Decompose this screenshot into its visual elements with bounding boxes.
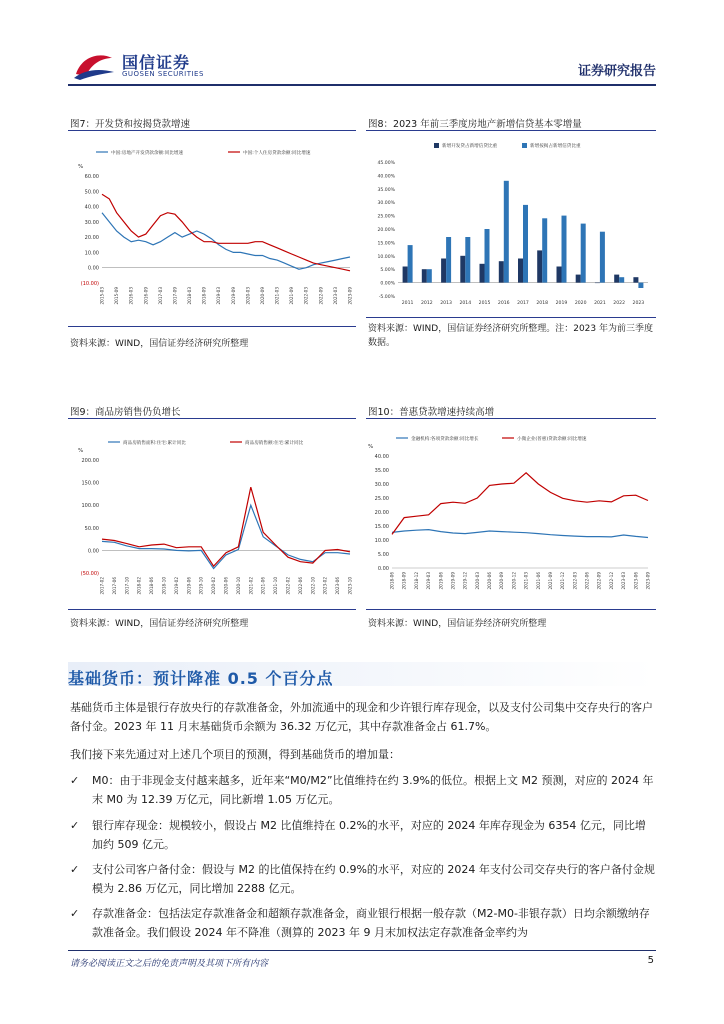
fig8-bottom-rule: [366, 317, 656, 318]
bar-2: [504, 181, 509, 283]
x-tick-label: 2022-12: [608, 572, 614, 590]
x-tick-label: 2021-10: [273, 577, 279, 595]
fig8-title: 图8：2023 年前三季度房地产新增信贷基本零增量: [368, 119, 582, 130]
footer-disclaimer: 请务必阅读正文之后的免责声明及其项下所有内容: [70, 959, 269, 969]
y-tick-label: 40.00%: [377, 174, 395, 180]
y-tick-label: 40.00: [374, 454, 389, 460]
x-tick-label: 2019: [555, 301, 568, 306]
series-line-1: [392, 530, 648, 538]
x-tick-label: 2019-09: [450, 572, 456, 590]
fig10-title: 图10：普惠贷款增速持续高增: [368, 407, 495, 418]
x-tick-label: 2019-06: [438, 572, 444, 590]
bar-1: [595, 283, 600, 284]
y-tick-label: 5.00%: [380, 268, 395, 274]
x-tick-label: 2020-06: [223, 577, 229, 595]
y-tick-label: 10.00: [84, 250, 99, 257]
bullet-text: 支付公司客户备付金：假设与 M2 的比值保持在约 0.9%的水平，对应的 2024 年支付公司交存央行的客户备付金规模为 2.86 万亿元，同比增加 2288 亿元。: [92, 863, 655, 895]
footer-divider: [68, 950, 656, 951]
legend-label: 中国:个人住房贷款余额:同比增速: [243, 151, 311, 156]
bar-1: [537, 250, 542, 282]
x-tick-label: 2017: [517, 301, 529, 306]
fig10-rule: [366, 418, 656, 419]
legend-label: 中国:房地产开发贷款余额:同比增速: [111, 151, 184, 156]
y-tick-label: 30.00: [374, 482, 389, 488]
fig8-source: 资料来源：WIND，国信证券经济研究所整理。注：2023 年为前三季度数据。: [368, 324, 653, 348]
legend-label: 金融机构:各项贷款余额:同比增长: [411, 437, 479, 442]
y-tick-label: 45.00%: [377, 161, 395, 166]
y-tick-label: 35.00: [374, 468, 389, 474]
x-tick-label: 2018-12: [413, 572, 419, 590]
y-tick-label: 5.00: [377, 552, 389, 558]
x-tick-label: 2017-09: [172, 287, 178, 305]
y-unit-label: %: [368, 444, 374, 450]
check-icon: ✓: [70, 863, 80, 876]
y-tick-label: 0.00%: [380, 281, 395, 287]
y-unit-label: %: [78, 448, 84, 454]
x-tick-label: 2019-12: [462, 572, 468, 590]
x-tick-label: 2023-09: [645, 572, 651, 590]
x-tick-label: 2023-06: [633, 572, 639, 590]
y-tick-label: 35.00%: [377, 187, 395, 193]
legend-label: 商品房销售额:住宅:累计同比: [245, 441, 304, 446]
y-tick-label: 0.00: [87, 548, 99, 555]
bar-1: [441, 259, 446, 283]
x-tick-label: 2016-09: [143, 287, 149, 305]
fig10-chart: [366, 422, 656, 606]
bar-1: [422, 269, 427, 282]
x-tick-label: 2021-09: [289, 287, 295, 305]
logo-mark-icon: [70, 48, 116, 82]
x-tick-label: 2021-02: [248, 577, 254, 595]
y-tick-label: 20.00: [84, 235, 99, 242]
x-tick-label: 2018-10: [161, 577, 167, 595]
y-tick-label: 100.00: [81, 503, 99, 510]
x-tick-label: 2013: [440, 301, 452, 306]
x-tick-label: 2021-06: [535, 572, 541, 590]
bar-2: [408, 245, 413, 283]
y-tick-label: 25.00: [374, 496, 389, 502]
bar-1: [518, 259, 523, 283]
x-tick-label: 2019-02: [173, 577, 179, 595]
x-tick-label: 2018-03: [187, 287, 193, 305]
x-tick-label: 2020: [574, 301, 587, 306]
x-tick-label: 2018-09: [201, 287, 207, 305]
x-tick-label: 2021-03: [274, 287, 280, 305]
x-tick-label: 2022-06: [297, 577, 303, 595]
paragraph-base-money: 基础货币主体是银行存放央行的存款准备金，外加流通中的现金和少许银行库存现金，以及支付公司集中交存央行的客户备付金。2023 年 11 月末基础货币余额为 36.32 万亿元，其中存款准备金占 61.7%。: [70, 701, 653, 733]
bar-2: [638, 283, 643, 288]
x-tick-label: 2018-06: [389, 572, 395, 590]
x-tick-label: 2015-03: [99, 287, 105, 305]
x-tick-label: 2019-06: [186, 577, 192, 595]
x-tick-label: 2022-10: [310, 577, 316, 595]
logo-text-en: GUOSEN SECURITIES: [122, 70, 204, 78]
y-tick-label: 15.00%: [377, 241, 395, 247]
x-tick-label: 2022-09: [596, 572, 602, 590]
x-tick-label: 2022-02: [285, 577, 291, 595]
check-icon: ✓: [70, 819, 80, 832]
x-tick-label: 2023-09: [347, 287, 353, 305]
report-type-label: 证券研究报告: [577, 64, 656, 79]
bar-2: [465, 237, 470, 283]
bar-1: [499, 261, 504, 282]
x-tick-label: 2019-09: [230, 287, 236, 305]
y-tick-label: (50.00): [80, 571, 99, 577]
fig7-chart: [68, 134, 358, 324]
bar-2: [542, 218, 547, 282]
header-divider: [68, 84, 656, 86]
y-tick-label: 20.00: [374, 510, 389, 516]
y-tick-label: 60.00: [84, 174, 99, 180]
y-tick-label: 15.00: [374, 524, 389, 530]
y-tick-label: -5.00%: [378, 295, 395, 300]
x-tick-label: 2014: [459, 301, 472, 306]
x-tick-label: 2023-10: [347, 577, 353, 595]
bar-1: [557, 267, 562, 283]
x-tick-label: 2018-06: [149, 577, 155, 595]
logo-text-cn: 国信证券: [122, 53, 191, 72]
fig8-rule: [366, 130, 656, 131]
y-tick-label: 30.00%: [377, 201, 395, 207]
bar-1: [576, 275, 581, 283]
paragraph-intro: 我们接下来先通过对上述几个项目的预测，得到基础货币的增加量：: [70, 748, 400, 761]
fig7-rule: [68, 130, 356, 131]
x-tick-label: 2016: [497, 301, 510, 306]
x-tick-label: 2022-03: [572, 572, 578, 590]
legend-swatch: [434, 143, 439, 148]
fig10-bottom-rule: [366, 609, 656, 610]
y-tick-label: 25.00%: [377, 214, 395, 220]
check-icon: ✓: [70, 774, 80, 787]
x-tick-label: 2021: [594, 301, 606, 306]
legend-label: 商品房销售面积:住宅:累计同比: [123, 441, 186, 446]
series-line-1: [102, 213, 350, 270]
fig7-source: 资料来源：WIND，国信证券经济研究所整理: [70, 339, 249, 349]
x-tick-label: 2012: [420, 301, 433, 306]
check-icon: ✓: [70, 907, 80, 920]
x-tick-label: 2020-09: [499, 572, 505, 590]
bar-2: [581, 224, 586, 283]
x-tick-label: 2021-03: [523, 572, 529, 590]
x-tick-label: 2022-03: [303, 287, 309, 305]
y-tick-label: 20.00%: [377, 228, 395, 233]
x-tick-label: 2023-03: [332, 287, 338, 305]
page-header: [0, 0, 724, 90]
bullet-text: 银行库存现金：规模较小，假设占 M2 比值维持在 0.2%的水平，对应的 2024 年库存现金为 6354 亿元，同比增加约 509 亿元。: [92, 819, 646, 851]
y-tick-label: 0.00: [87, 265, 99, 272]
x-tick-label: 2023-06: [335, 577, 341, 595]
y-tick-label: 200.00: [81, 458, 99, 464]
x-tick-label: 2018-09: [401, 572, 407, 590]
bar-2: [619, 277, 624, 282]
x-tick-label: 2023-02: [322, 577, 328, 595]
series-line-1: [102, 505, 350, 568]
x-tick-label: 2019-10: [198, 577, 204, 595]
x-tick-label: 2019-03: [216, 287, 222, 305]
x-tick-label: 2021-12: [560, 572, 566, 590]
bar-1: [403, 267, 408, 283]
page-number: 5: [647, 955, 654, 966]
y-tick-label: 150.00: [81, 480, 99, 487]
series-line-2: [102, 194, 350, 270]
x-tick-label: 2020-02: [211, 577, 217, 595]
bar-2: [446, 237, 451, 283]
x-tick-label: 2011: [401, 301, 414, 306]
bar-1: [614, 275, 619, 283]
x-tick-label: 2017-10: [124, 577, 130, 595]
x-tick-label: 2017-06: [111, 577, 117, 595]
bar-2: [485, 229, 490, 283]
fig9-chart: [68, 422, 358, 606]
fig9-bottom-rule: [68, 609, 356, 610]
x-tick-label: 2020-03: [245, 287, 251, 305]
x-tick-label: 2017-03: [157, 287, 163, 305]
bar-1: [460, 256, 465, 283]
y-unit-label: %: [78, 164, 84, 170]
y-tick-label: 40.00: [84, 204, 99, 211]
bullet-text: 存款准备金：包括法定存款准备金和超额存款准备金，商业银行根据一般存款（M2-M0-非银存款）日均余额缴纳存款准备金。我们假设 2024 年不降准（测算的 2023 年 9 月末加权法定存款准备金率约为: [92, 907, 650, 939]
legend-label: 小微企业(普惠)贷款余额:同比增速: [517, 437, 587, 442]
y-tick-label: 50.00: [84, 525, 99, 532]
series-line-2: [392, 473, 648, 535]
y-tick-label: 0.00: [377, 566, 389, 572]
fig7-title: 图7：开发贷和按揭贷款增速: [70, 119, 191, 130]
bullet-text: M0：由于非现金支付越来越多，近年来“M0/M2”比值维持在约 3.9%的低位。根据上文 M2 预测，对应的 2024 年末 M0 为 12.39 万亿元，同比新增 1.05 万亿元。: [92, 774, 654, 806]
x-tick-label: 2016-03: [128, 287, 134, 305]
y-tick-label: 10.00: [374, 538, 389, 544]
x-tick-label: 2020-10: [235, 577, 241, 595]
x-tick-label: 2023: [632, 301, 645, 306]
fig9-title: 图9：商品房销售仍负增长: [70, 407, 181, 418]
bar-2: [600, 232, 605, 283]
fig9-source: 资料来源：WIND，国信证券经济研究所整理: [70, 619, 249, 629]
x-tick-label: 2021-06: [260, 577, 266, 595]
x-tick-label: 2019-03: [426, 572, 432, 590]
x-tick-label: 2017-02: [99, 577, 105, 595]
legend-label: 新增开发贷占新增信贷比重: [442, 144, 498, 149]
x-tick-label: 2022-06: [584, 572, 590, 590]
x-tick-label: 2022-09: [318, 287, 324, 305]
x-tick-label: 2021-09: [547, 572, 553, 590]
x-tick-label: 2018: [536, 301, 549, 306]
x-tick-label: 2022: [613, 301, 626, 306]
y-tick-label: 30.00: [84, 219, 99, 226]
bar-2: [523, 205, 528, 283]
bar-1: [480, 264, 485, 283]
y-tick-label: 50.00: [84, 189, 99, 196]
fig9-rule: [68, 418, 356, 419]
fig7-bottom-rule: [68, 326, 356, 327]
x-tick-label: 2020-03: [474, 572, 480, 590]
legend-label: 新增按揭占新增信贷比重: [530, 144, 581, 149]
fig8-chart: [366, 134, 656, 314]
x-tick-label: 2023-03: [621, 572, 627, 590]
bar-2: [427, 269, 432, 282]
section-title: 基础货币：预计降准 0.5 个百分点: [68, 669, 334, 688]
guosen-logo: [70, 48, 210, 84]
bar-2: [562, 216, 567, 283]
fig10-source: 资料来源：WIND，国信证券经济研究所整理: [368, 619, 547, 629]
x-tick-label: 2020-09: [259, 287, 265, 305]
bar-1: [633, 277, 638, 282]
x-tick-label: 2015-09: [114, 287, 120, 305]
legend-swatch: [522, 143, 527, 148]
x-tick-label: 2020-12: [511, 572, 517, 590]
y-tick-label: (10.00): [80, 281, 99, 287]
y-tick-label: 10.00%: [377, 254, 395, 260]
x-tick-label: 2018-02: [136, 577, 142, 595]
x-tick-label: 2020-06: [487, 572, 493, 590]
x-tick-label: 2015: [478, 301, 491, 306]
